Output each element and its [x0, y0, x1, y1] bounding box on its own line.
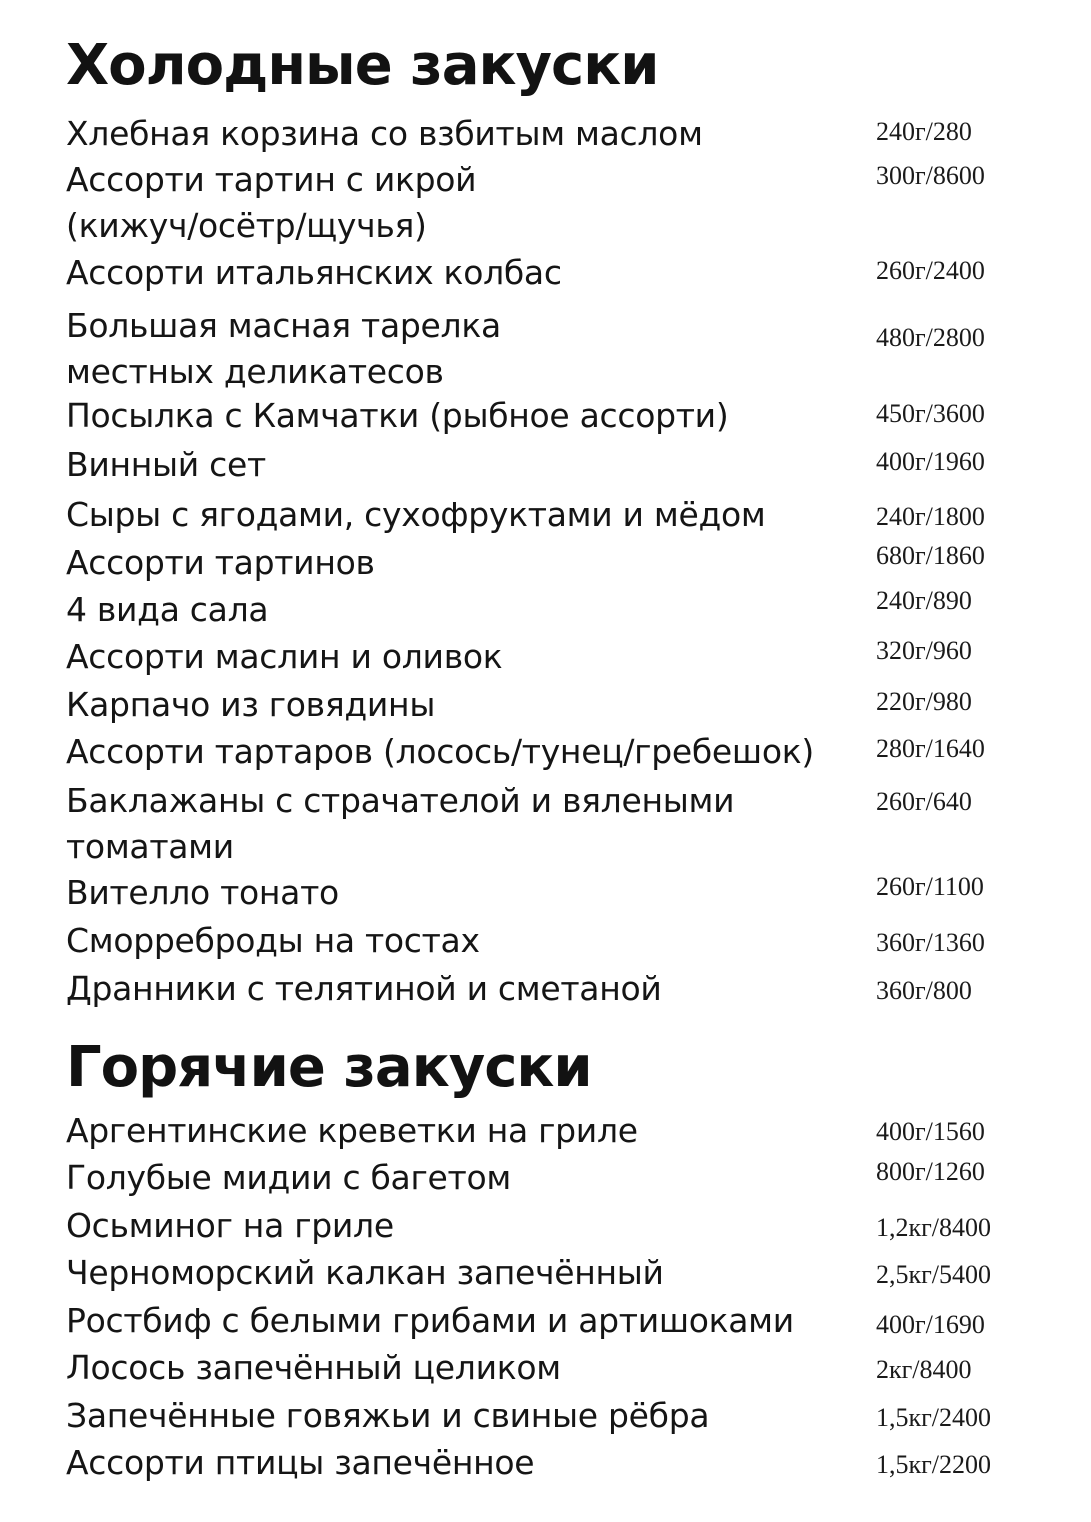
item-price: 480г/2800: [876, 323, 985, 352]
section-title-hot: Горячие закуски: [66, 1035, 592, 1100]
item-name: Ростбиф с белыми грибами и артишоками: [66, 1301, 794, 1340]
item-price: 260г/640: [876, 787, 972, 816]
item-name: Ассорти итальянских колбас: [66, 253, 562, 292]
item-price: 220г/980: [876, 687, 972, 716]
item-price: 360г/800: [876, 976, 972, 1005]
item-name: Осьминог на гриле: [66, 1206, 394, 1245]
item-name: Аргентинские креветки на гриле: [66, 1111, 638, 1150]
item-price: 2,5кг/5400: [876, 1260, 992, 1289]
item-price: 400г/1560: [876, 1117, 985, 1146]
item-name: Запечённые говяжьи и свиные рёбра: [66, 1396, 710, 1435]
item-name: Сморреброды на тостах: [66, 921, 480, 960]
item-name: Ассорти тартин с икрой (кижуч/осётр/щучья): [66, 160, 477, 245]
item-name: Ассорти птицы запечённое: [66, 1443, 535, 1482]
item-price: 260г/2400: [876, 256, 985, 285]
item-price: 2кг/8400: [876, 1355, 972, 1384]
item-price: 400г/1960: [876, 447, 985, 476]
item-name: Ассорти маслин и оливок: [66, 637, 503, 676]
item-price: 360г/1360: [876, 928, 985, 957]
item-name: Большая масная тарелка местных деликатесов: [66, 306, 501, 391]
item-price: 450г/3600: [876, 399, 985, 428]
item-name: Винный сет: [66, 445, 266, 484]
item-price: 240г/1800: [876, 502, 985, 531]
item-price: 240г/280: [876, 117, 972, 146]
item-name: Черноморский калкан запечённый: [66, 1253, 664, 1292]
item-price: 300г/8600: [876, 161, 985, 190]
item-name: Ассорти тартинов: [66, 543, 375, 582]
item-price: 280г/1640: [876, 734, 985, 763]
item-name: Ассорти тартаров (лосось/тунец/гребешок): [66, 732, 814, 771]
item-name: Карпачо из говядины: [66, 685, 436, 724]
item-name: Сыры с ягодами, сухофруктами и мёдом: [66, 495, 766, 534]
item-name: Хлебная корзина со взбитым маслом: [66, 114, 703, 153]
item-price: 400г/1690: [876, 1310, 985, 1339]
item-name: Голубые мидии с багетом: [66, 1158, 511, 1197]
item-name: 4 вида сала: [66, 590, 269, 629]
item-price: 1,5кг/2200: [876, 1450, 992, 1479]
item-price: 800г/1260: [876, 1157, 985, 1186]
item-name: Лосось запечённый целиком: [66, 1348, 561, 1387]
item-price: 1,5кг/2400: [876, 1403, 992, 1432]
item-price: 680г/1860: [876, 541, 985, 570]
item-price: 260г/1100: [876, 872, 984, 901]
item-price: 240г/890: [876, 586, 972, 615]
section-title-cold: Холодные закуски: [66, 33, 659, 98]
item-price: 1,2кг/8400: [876, 1213, 992, 1242]
item-name: Вителло тонато: [66, 873, 339, 912]
item-name: Баклажаны с страчателой и вялеными томатами: [66, 781, 735, 866]
item-name: Посылка с Камчатки (рыбное ассорти): [66, 396, 729, 435]
item-name: Дранники с телятиной и сметаной: [66, 969, 662, 1008]
item-price: 320г/960: [876, 636, 972, 665]
